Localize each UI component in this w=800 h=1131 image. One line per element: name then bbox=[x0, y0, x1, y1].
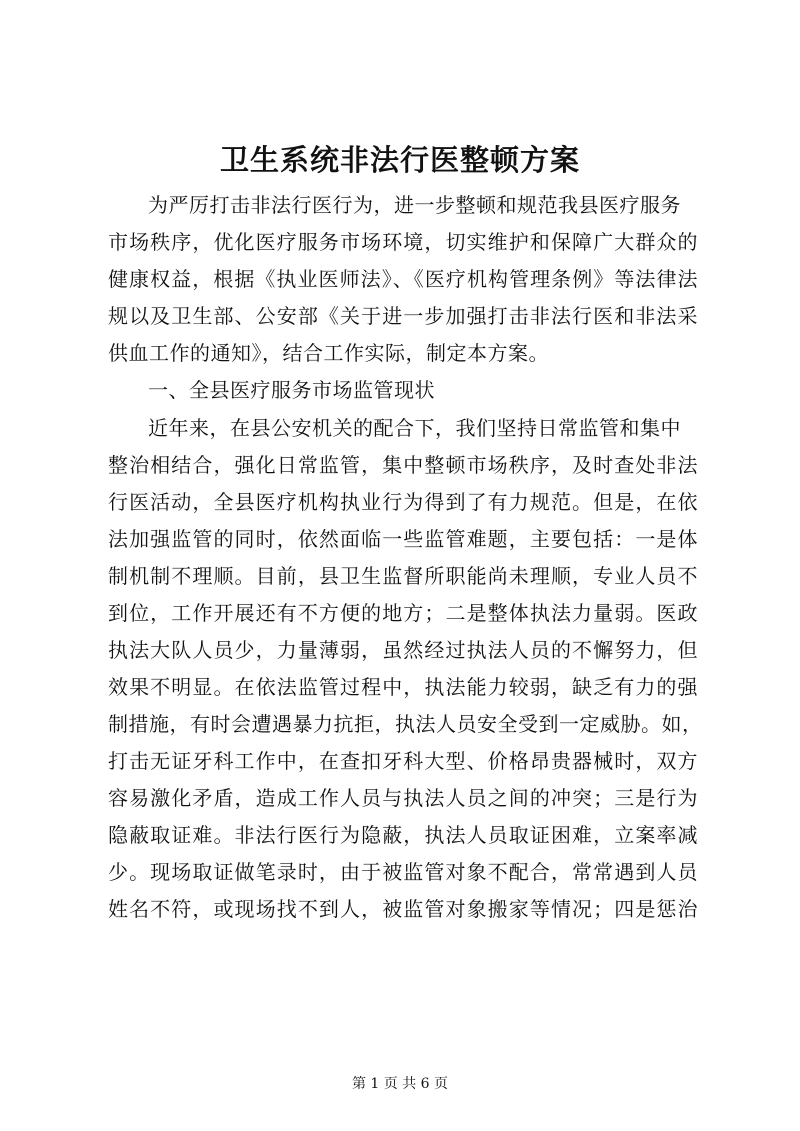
paragraph-line: 健康权益，根据《执业医师法》、《医疗机构管理条例》等法律法 bbox=[108, 267, 698, 291]
paragraph-line: 容易激化矛盾，造成工作人员与执法人员之间的冲突；三是行为 bbox=[108, 786, 698, 810]
paragraph-line: 市场秩序，优化医疗服务市场环境，切实维护和保障广大群众的 bbox=[108, 230, 698, 254]
paragraph-line: 近年来，在县公安机关的配合下，我们坚持日常监管和集中 bbox=[148, 416, 681, 440]
page-number-footer: 第 1 页 共 6 页 bbox=[351, 1076, 449, 1092]
paragraph-line: 少。现场取证做笔录时，由于被监管对象不配合，常常遇到人员 bbox=[108, 860, 698, 884]
paragraph-line: 规以及卫生部、公安部《关于进一步加强打击非法行医和非法采 bbox=[108, 304, 698, 328]
paragraph-line: 供血工作的通知》，结合工作实际，制定本方案。 bbox=[108, 341, 549, 365]
paragraph-line: 制机制不理顺。目前，县卫生监督所职能尚未理顺，专业人员不 bbox=[108, 564, 698, 588]
paragraph-line: 行医活动，全县医疗机构执业行为得到了有力规范。但是，在依 bbox=[108, 490, 698, 514]
paragraph-line: 为严厉打击非法行医行为，进一步整顿和规范我县医疗服务 bbox=[148, 193, 681, 217]
paragraph-line: 法加强监管的同时，依然面临一些监管难题，主要包括：一是体 bbox=[108, 527, 698, 551]
paragraph-line: 制措施，有时会遭遇暴力抗拒，执法人员安全受到一定威胁。如， bbox=[108, 712, 703, 736]
paragraph-line: 隐蔽取证难。非法行医行为隐蔽，执法人员取证困难，立案率减 bbox=[108, 823, 698, 847]
document-title: 卫生系统非法行医整顿方案 bbox=[219, 143, 580, 177]
paragraph-line: 姓名不符，或现场找不到人，被监管对象搬家等情况；四是惩治 bbox=[108, 897, 698, 921]
paragraph-line: 效果不明显。在依法监管过程中，执法能力较弱，缺乏有力的强 bbox=[108, 675, 698, 699]
section-heading: 一、全县医疗服务市场监管现状 bbox=[148, 378, 435, 402]
paragraph-line: 整治相结合，强化日常监管，集中整顿市场秩序，及时查处非法 bbox=[108, 453, 698, 477]
paragraph-line: 执法大队人员少，力量薄弱，虽然经过执法人员的不懈努力，但 bbox=[108, 638, 698, 662]
paragraph-line: 到位，工作开展还有不方便的地方；二是整体执法力量弱。医政 bbox=[108, 601, 698, 625]
paragraph-line: 打击无证牙科工作中，在查扣牙科大型、价格昂贵器械时，双方 bbox=[108, 749, 698, 773]
